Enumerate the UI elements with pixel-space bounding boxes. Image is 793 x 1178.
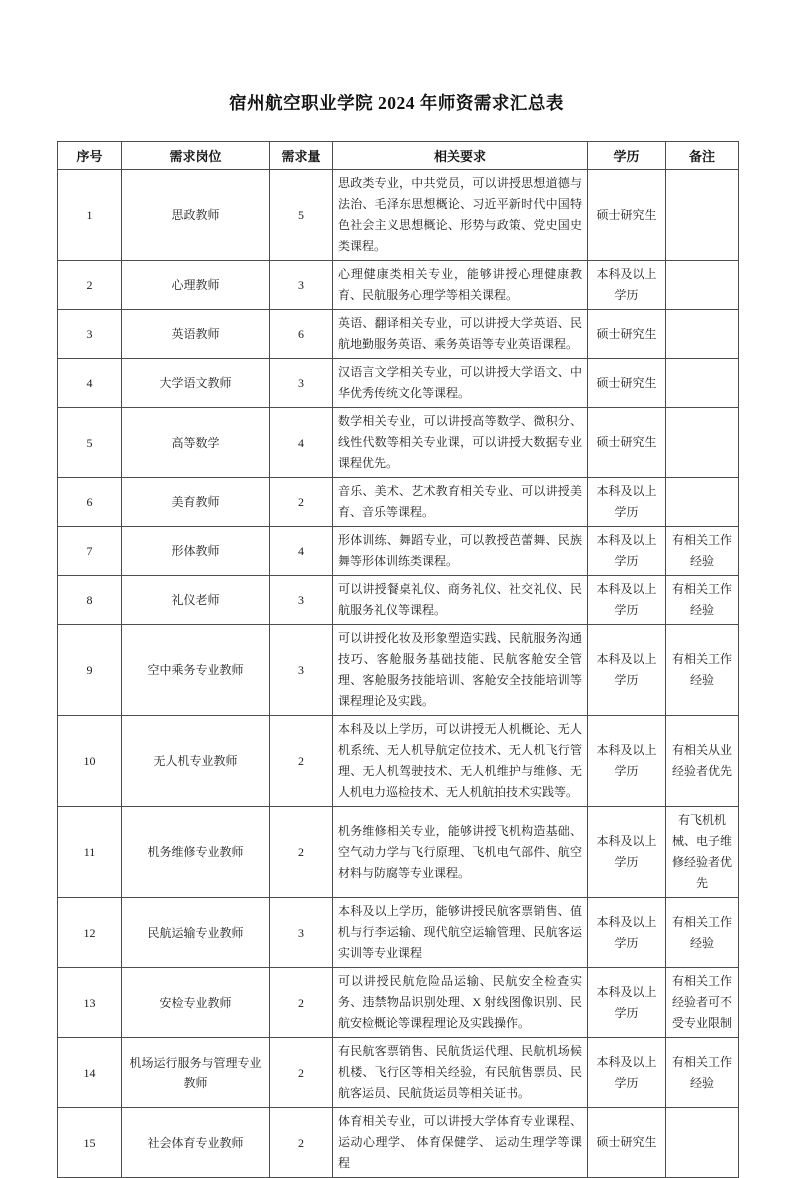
cell-quantity: 2 bbox=[270, 1108, 333, 1178]
table-row bbox=[58, 1108, 739, 1178]
teacher-demand-table bbox=[57, 141, 739, 1178]
cell-notes: 有相关工作经验 bbox=[666, 625, 739, 716]
cell-notes bbox=[666, 408, 739, 478]
cell-position: 思政教师 bbox=[122, 170, 270, 261]
cell-education: 本科及以上学历 bbox=[588, 576, 666, 625]
page-title: 宿州航空职业学院 2024 年师资需求汇总表 bbox=[229, 93, 564, 113]
cell-education: 硕士研究生 bbox=[588, 1108, 666, 1178]
cell-index: 13 bbox=[58, 968, 122, 1038]
cell-quantity: 3 bbox=[270, 261, 333, 310]
table-row bbox=[58, 968, 739, 1038]
cell-notes bbox=[666, 261, 739, 310]
cell-index: 6 bbox=[58, 478, 122, 527]
cell-quantity: 3 bbox=[270, 576, 333, 625]
cell-notes bbox=[666, 170, 739, 261]
cell-position: 社会体育专业教师 bbox=[122, 1108, 270, 1178]
cell-index: 14 bbox=[58, 1038, 122, 1108]
cell-requirements: 汉语言文学相关专业，可以讲授大学语文、中华优秀传统文化等课程。 bbox=[333, 359, 588, 408]
table-row bbox=[58, 898, 739, 968]
cell-education: 本科及以上学历 bbox=[588, 898, 666, 968]
cell-index: 1 bbox=[58, 170, 122, 261]
table-row bbox=[58, 359, 739, 408]
cell-position: 心理教师 bbox=[122, 261, 270, 310]
cell-quantity: 2 bbox=[270, 1038, 333, 1108]
cell-index: 7 bbox=[58, 527, 122, 576]
cell-quantity: 2 bbox=[270, 968, 333, 1038]
table-row bbox=[58, 807, 739, 898]
cell-quantity: 4 bbox=[270, 408, 333, 478]
cell-requirements: 思政类专业，中共党员，可以讲授思想道德与法治、毛泽东思想概论、习近平新时代中国特色社会主义思想概论、形势与政策、党史国史类课程。 bbox=[333, 170, 588, 261]
cell-requirements: 心理健康类相关专业，能够讲授心理健康教育、民航服务心理学等相关课程。 bbox=[333, 261, 588, 310]
cell-notes: 有相关工作经验者可不受专业限制 bbox=[666, 968, 739, 1038]
cell-requirements: 可以讲授化妆及形象塑造实践、民航服务沟通技巧、客舱服务基础技能、民航客舱安全管理、客舱服务技能培训、客舱安全技能培训等课程理论及实践。 bbox=[333, 625, 588, 716]
cell-index: 8 bbox=[58, 576, 122, 625]
cell-requirements: 机务维修相关专业，能够讲授飞机构造基础、空气动力学与飞行原理、飞机电气部件、航空材料与防腐等专业课程。 bbox=[333, 807, 588, 898]
table-row bbox=[58, 408, 739, 478]
cell-requirements: 英语、翻译相关专业，可以讲授大学英语、民航地勤服务英语、乘务英语等专业英语课程。 bbox=[333, 310, 588, 359]
cell-requirements: 形体训练、舞蹈专业，可以教授芭蕾舞、民族舞等形体训练类课程。 bbox=[333, 527, 588, 576]
cell-education: 本科及以上学历 bbox=[588, 625, 666, 716]
cell-quantity: 5 bbox=[270, 170, 333, 261]
cell-education: 硕士研究生 bbox=[588, 170, 666, 261]
table-row bbox=[58, 576, 739, 625]
cell-education: 本科及以上学历 bbox=[588, 1038, 666, 1108]
cell-notes: 有相关工作经验 bbox=[666, 576, 739, 625]
cell-quantity: 6 bbox=[270, 310, 333, 359]
cell-position: 机场运行服务与管理专业教师 bbox=[122, 1038, 270, 1108]
cell-education: 本科及以上学历 bbox=[588, 968, 666, 1038]
col-header-position: 需求岗位 bbox=[122, 142, 270, 170]
cell-notes: 有飞机机械、电子维修经验者优先 bbox=[666, 807, 739, 898]
cell-quantity: 3 bbox=[270, 359, 333, 408]
cell-quantity: 2 bbox=[270, 716, 333, 807]
cell-notes: 有相关工作经验 bbox=[666, 898, 739, 968]
cell-requirements: 数学相关专业，可以讲授高等数学、微积分、线性代数等相关专业课，可以讲授大数据专业课程优先。 bbox=[333, 408, 588, 478]
cell-notes bbox=[666, 310, 739, 359]
table-row bbox=[58, 478, 739, 527]
cell-education: 本科及以上学历 bbox=[588, 478, 666, 527]
cell-education: 硕士研究生 bbox=[588, 408, 666, 478]
cell-education: 硕士研究生 bbox=[588, 359, 666, 408]
cell-position: 美育教师 bbox=[122, 478, 270, 527]
cell-quantity: 4 bbox=[270, 527, 333, 576]
cell-position: 大学语文教师 bbox=[122, 359, 270, 408]
cell-position: 无人机专业教师 bbox=[122, 716, 270, 807]
table-row bbox=[58, 170, 739, 261]
cell-requirements: 音乐、美术、艺术教育相关专业、可以讲授美育、音乐等课程。 bbox=[333, 478, 588, 527]
cell-position: 民航运输专业教师 bbox=[122, 898, 270, 968]
col-header-notes: 备注 bbox=[666, 142, 739, 170]
cell-notes: 有相关工作经验 bbox=[666, 527, 739, 576]
col-header-quantity: 需求量 bbox=[270, 142, 333, 170]
table-row bbox=[58, 261, 739, 310]
cell-position: 安检专业教师 bbox=[122, 968, 270, 1038]
cell-quantity: 2 bbox=[270, 478, 333, 527]
cell-requirements: 有民航客票销售、民航货运代理、民航机场候机楼、飞行区等相关经验，有民航售票员、民航客运员、民航货运员等相关证书。 bbox=[333, 1038, 588, 1108]
cell-index: 15 bbox=[58, 1108, 122, 1178]
cell-education: 本科及以上学历 bbox=[588, 807, 666, 898]
cell-position: 高等数学 bbox=[122, 408, 270, 478]
cell-position: 礼仪老师 bbox=[122, 576, 270, 625]
cell-requirements: 体育相关专业，可以讲授大学体育专业课程、运动心理学、 体育保健学、 运动生理学等课程 bbox=[333, 1108, 588, 1178]
cell-requirements: 可以讲授餐桌礼仪、商务礼仪、社交礼仪、民航服务礼仪等课程。 bbox=[333, 576, 588, 625]
cell-quantity: 3 bbox=[270, 625, 333, 716]
cell-education: 本科及以上学历 bbox=[588, 527, 666, 576]
cell-education: 硕士研究生 bbox=[588, 310, 666, 359]
cell-position: 机务维修专业教师 bbox=[122, 807, 270, 898]
cell-education: 本科及以上学历 bbox=[588, 261, 666, 310]
cell-position: 英语教师 bbox=[122, 310, 270, 359]
cell-notes bbox=[666, 359, 739, 408]
cell-index: 5 bbox=[58, 408, 122, 478]
cell-education: 本科及以上学历 bbox=[588, 716, 666, 807]
cell-position: 形体教师 bbox=[122, 527, 270, 576]
cell-index: 12 bbox=[58, 898, 122, 968]
table-row bbox=[58, 310, 739, 359]
table-row bbox=[58, 625, 739, 716]
table-row bbox=[58, 527, 739, 576]
cell-index: 2 bbox=[58, 261, 122, 310]
cell-position: 空中乘务专业教师 bbox=[122, 625, 270, 716]
cell-requirements: 本科及以上学历，可以讲授无人机概论、无人机系统、无人机导航定位技术、无人机飞行管理、无人机驾驶技术、无人机维护与维修、无人机电力巡检技术、无人机航拍技术实践等。 bbox=[333, 716, 588, 807]
cell-index: 9 bbox=[58, 625, 122, 716]
col-header-education: 学历 bbox=[588, 142, 666, 170]
cell-notes: 有相关从业经验者优先 bbox=[666, 716, 739, 807]
cell-notes bbox=[666, 1108, 739, 1178]
cell-requirements: 可以讲授民航危险品运输、民航安全检查实务、违禁物品识别处理、X 射线图像识别、民航安检概论等课程理论及实践操作。 bbox=[333, 968, 588, 1038]
col-header-index: 序号 bbox=[58, 142, 122, 170]
cell-notes: 有相关工作经验 bbox=[666, 1038, 739, 1108]
cell-index: 10 bbox=[58, 716, 122, 807]
col-header-requirements: 相关要求 bbox=[333, 142, 588, 170]
table-header-row bbox=[58, 142, 739, 170]
table-row bbox=[58, 716, 739, 807]
cell-notes bbox=[666, 478, 739, 527]
cell-requirements: 本科及以上学历，能够讲授民航客票销售、值机与行李运输、现代航空运输管理、民航客运实训等专业课程 bbox=[333, 898, 588, 968]
cell-quantity: 2 bbox=[270, 807, 333, 898]
table-row bbox=[58, 1038, 739, 1108]
cell-index: 3 bbox=[58, 310, 122, 359]
cell-quantity: 3 bbox=[270, 898, 333, 968]
cell-index: 4 bbox=[58, 359, 122, 408]
cell-index: 11 bbox=[58, 807, 122, 898]
